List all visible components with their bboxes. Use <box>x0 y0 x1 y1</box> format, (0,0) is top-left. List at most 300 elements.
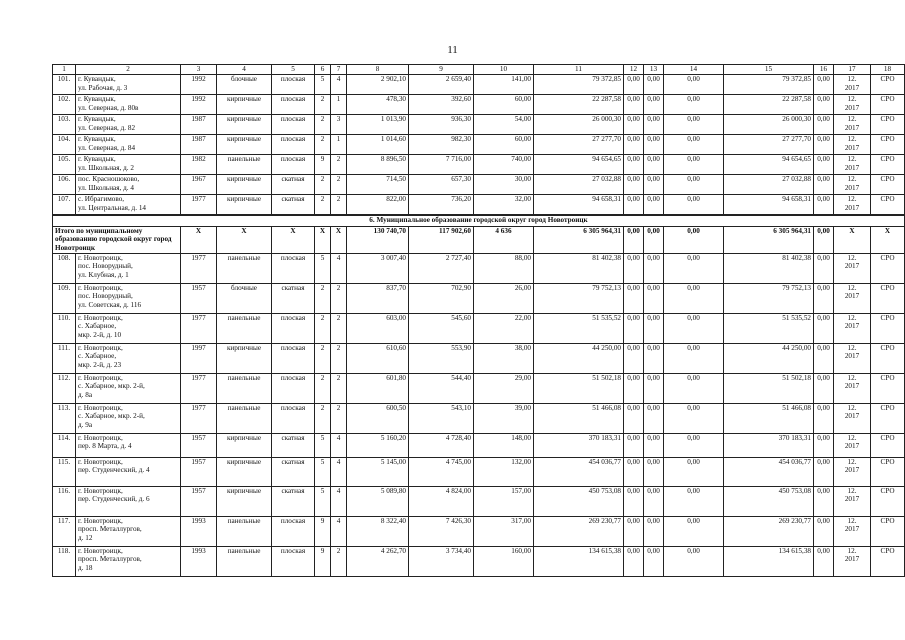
row-number-cell: 102. <box>53 95 76 115</box>
local-budget-cell: 0,00 <box>664 115 724 135</box>
floors-cell: 9 <box>315 546 331 576</box>
account-method-cell: СРО <box>871 283 905 313</box>
unit-cost-cell: 0,00 <box>814 516 834 546</box>
total-area-cell: 837,70 <box>347 283 409 313</box>
roof-type-cell: плоская <box>272 253 315 283</box>
address-cell <box>76 403 181 433</box>
account-method-cell: СРО <box>871 457 905 486</box>
account-method-cell: СРО <box>871 115 905 135</box>
nonresidential-area-cell: 148,00 <box>474 433 534 457</box>
commission-year-cell: 1992 <box>181 95 217 115</box>
budget-cell: 0,00 <box>644 433 664 457</box>
commission-year-cell: 1982 <box>181 155 217 175</box>
unit-cost-cell: 0,00 <box>814 155 834 175</box>
account-method-cell: СРО <box>871 403 905 433</box>
address-line: просп. Металлургов, <box>78 555 142 564</box>
row-number-cell: 103. <box>53 115 76 135</box>
row-number-cell: 112. <box>53 373 76 403</box>
address-line: г. Новотроицк, <box>78 343 123 352</box>
address-line: с. Хабарное, мкр. 2-й, <box>78 412 145 421</box>
address-cell <box>76 283 181 313</box>
address-line: д. 18 <box>78 563 93 572</box>
deadline-part: 2017 <box>844 183 860 192</box>
owners-funds-cell: 81 402,38 <box>724 253 814 283</box>
deadline-part: 12. <box>847 433 857 442</box>
address-line: ул. Северная, д. 84 <box>78 143 136 152</box>
address-line: пос. Новорудный, <box>78 292 133 301</box>
deadline-part: 2017 <box>844 442 860 451</box>
column-number-cell: 1 <box>53 65 76 75</box>
entrances-cell: 2 <box>331 155 347 175</box>
living-area-cell: 736,20 <box>409 195 474 215</box>
floors-cell: 2 <box>315 283 331 313</box>
row-number-cell: 117. <box>53 516 76 546</box>
address-line: г. Новотроицк, <box>78 516 123 525</box>
floors-cell: 2 <box>315 135 331 155</box>
total-budget-sum: 0,00 <box>644 226 664 253</box>
total-area-cell: 8 896,50 <box>347 155 409 175</box>
commission-year-cell: 1993 <box>181 546 217 576</box>
row-number-cell: 109. <box>53 283 76 313</box>
deadline-cell <box>834 75 871 95</box>
column-number-cell: 17 <box>834 65 871 75</box>
total-cost-cell: 51 502,18 <box>534 373 624 403</box>
nonresidential-area-cell: 157,00 <box>474 486 534 516</box>
entrances-cell: 1 <box>331 95 347 115</box>
address-line: г. Кувандык, <box>78 115 116 123</box>
commission-year-cell: 1992 <box>181 75 217 95</box>
wall-material-cell: панельные <box>217 313 272 343</box>
owners-funds-cell: 51 535,52 <box>724 313 814 343</box>
deadline-cell <box>834 457 871 486</box>
account-method-cell: СРО <box>871 155 905 175</box>
living-area-cell: 982,30 <box>409 135 474 155</box>
deadline-part: 12. <box>847 486 857 495</box>
deadline-part: 2017 <box>844 466 860 475</box>
wall-material-cell: кирпичные <box>217 433 272 457</box>
unit-cost-cell: 0,00 <box>814 115 834 135</box>
total-nonresidential-sum: 4 636 <box>474 226 534 253</box>
deadline-part: 2017 <box>844 123 860 132</box>
table-row <box>53 343 905 373</box>
deadline-cell <box>834 546 871 576</box>
total-cost-cell: 79 752,13 <box>534 283 624 313</box>
nonresidential-area-cell: 317,00 <box>474 516 534 546</box>
roof-type-cell: плоская <box>272 95 315 115</box>
fund-cell: 0,00 <box>624 403 644 433</box>
local-budget-cell: 0,00 <box>664 253 724 283</box>
deadline-part: 12. <box>847 546 857 555</box>
row-number-cell: 107. <box>53 195 76 215</box>
deadline-cell <box>834 516 871 546</box>
deadline-part: 2017 <box>844 495 860 504</box>
row-number-cell: 110. <box>53 313 76 343</box>
budget-cell: 0,00 <box>644 175 664 195</box>
nonresidential-area-cell: 29,00 <box>474 373 534 403</box>
total-x-cell: X <box>834 226 871 253</box>
commission-year-cell: 1977 <box>181 253 217 283</box>
budget-cell: 0,00 <box>644 457 664 486</box>
living-area-cell: 3 734,40 <box>409 546 474 576</box>
roof-type-cell: плоская <box>272 75 315 95</box>
deadline-cell <box>834 433 871 457</box>
total-area-cell: 610,60 <box>347 343 409 373</box>
commission-year-cell: 1993 <box>181 516 217 546</box>
total-area-cell: 1 013,90 <box>347 115 409 135</box>
deadline-part: 12. <box>847 283 857 292</box>
address-line: с. Хабарное, мкр. 2-й, <box>78 382 145 391</box>
address-line: г. Новотроицк, <box>78 486 123 495</box>
deadline-cell <box>834 343 871 373</box>
column-number-cell: 7 <box>331 65 347 75</box>
local-budget-cell: 0,00 <box>664 373 724 403</box>
nonresidential-area-cell: 141,00 <box>474 75 534 95</box>
account-method-cell: СРО <box>871 195 905 215</box>
entrances-cell: 4 <box>331 486 347 516</box>
living-area-cell: 702,90 <box>409 283 474 313</box>
roof-type-cell: плоская <box>272 546 315 576</box>
roof-type-cell: плоская <box>272 516 315 546</box>
deadline-part: 12. <box>847 75 857 83</box>
nonresidential-area-cell: 60,00 <box>474 135 534 155</box>
address-line: г. Кувандык, <box>78 155 116 163</box>
deadline-cell <box>834 283 871 313</box>
total-cost-cell: 26 000,30 <box>534 115 624 135</box>
total-area-cell: 8 322,40 <box>347 516 409 546</box>
table-row <box>53 457 905 486</box>
unit-cost-cell: 0,00 <box>814 195 834 215</box>
fund-cell: 0,00 <box>624 343 644 373</box>
owners-funds-cell: 370 183,31 <box>724 433 814 457</box>
entrances-cell: 3 <box>331 115 347 135</box>
page-number: 11 <box>447 44 458 56</box>
nonresidential-area-cell: 26,00 <box>474 283 534 313</box>
row-number-cell: 113. <box>53 403 76 433</box>
address-line: г. Новотроицк, <box>78 313 123 322</box>
table-row <box>53 373 905 403</box>
budget-cell: 0,00 <box>644 115 664 135</box>
commission-year-cell: 1987 <box>181 135 217 155</box>
owners-funds-cell: 79 752,13 <box>724 283 814 313</box>
roof-type-cell: плоская <box>272 403 315 433</box>
nonresidential-area-cell: 30,00 <box>474 175 534 195</box>
unit-cost-cell: 0,00 <box>814 175 834 195</box>
deadline-part: 12. <box>847 135 857 143</box>
address-line: с. Хабарное, <box>78 352 117 361</box>
living-area-cell: 7 426,30 <box>409 516 474 546</box>
column-number-cell: 11 <box>534 65 624 75</box>
living-area-cell: 4 728,40 <box>409 433 474 457</box>
table-row <box>53 95 905 115</box>
address-cell <box>76 486 181 516</box>
fund-cell: 0,00 <box>624 135 644 155</box>
wall-material-cell: кирпичные <box>217 343 272 373</box>
address-line: г. Кувандык, <box>78 135 116 143</box>
commission-year-cell: 1957 <box>181 283 217 313</box>
table-row <box>53 195 905 215</box>
address-line: ул. Северная, д. 80в <box>78 103 139 112</box>
wall-material-cell: кирпичные <box>217 135 272 155</box>
unit-cost-cell: 0,00 <box>814 546 834 576</box>
total-area-cell: 1 014,60 <box>347 135 409 155</box>
account-method-cell: СРО <box>871 175 905 195</box>
floors-cell: 2 <box>315 195 331 215</box>
budget-cell: 0,00 <box>644 313 664 343</box>
address-line: г. Новотроицк, <box>78 457 123 466</box>
commission-year-cell: 1957 <box>181 433 217 457</box>
floors-cell: 2 <box>315 373 331 403</box>
deadline-cell <box>834 313 871 343</box>
floors-cell: 2 <box>315 403 331 433</box>
housing-register-table <box>52 64 905 577</box>
owners-funds-cell: 51 502,18 <box>724 373 814 403</box>
table-row <box>53 115 905 135</box>
unit-cost-cell: 0,00 <box>814 403 834 433</box>
address-line: д. 9а <box>78 420 93 429</box>
address-line: д. 8а <box>78 390 93 399</box>
deadline-cell <box>834 253 871 283</box>
owners-funds-cell: 450 753,08 <box>724 486 814 516</box>
budget-cell: 0,00 <box>644 75 664 95</box>
deadline-part: 2017 <box>844 525 860 534</box>
nonresidential-area-cell: 22,00 <box>474 313 534 343</box>
budget-cell: 0,00 <box>644 373 664 403</box>
row-number-cell: 116. <box>53 486 76 516</box>
commission-year-cell: 1977 <box>181 313 217 343</box>
budget-cell: 0,00 <box>644 95 664 115</box>
address-line: г. Новотроицк, <box>78 403 123 412</box>
address-line: ул. Советская, д. 116 <box>78 300 142 309</box>
total-cost-cell: 450 753,08 <box>534 486 624 516</box>
living-area-cell: 4 824,00 <box>409 486 474 516</box>
total-x-cell: X <box>315 226 331 253</box>
address-cell <box>76 135 181 155</box>
deadline-part: 12. <box>847 195 857 203</box>
entrances-cell: 2 <box>331 283 347 313</box>
column-number-cell: 5 <box>272 65 315 75</box>
table-row <box>53 433 905 457</box>
budget-cell: 0,00 <box>644 343 664 373</box>
account-method-cell: СРО <box>871 135 905 155</box>
row-number-cell: 106. <box>53 175 76 195</box>
budget-cell: 0,00 <box>644 546 664 576</box>
address-line: пос. Красношоково, <box>78 175 140 183</box>
commission-year-cell: 1987 <box>181 115 217 135</box>
wall-material-cell: кирпичные <box>217 95 272 115</box>
total-cost-cell: 134 615,38 <box>534 546 624 576</box>
fund-cell: 0,00 <box>624 546 644 576</box>
total-area-cell: 5 089,80 <box>347 486 409 516</box>
nonresidential-area-cell: 38,00 <box>474 343 534 373</box>
row-number-cell: 105. <box>53 155 76 175</box>
total-cost-cell: 81 402,38 <box>534 253 624 283</box>
roof-type-cell: скатная <box>272 457 315 486</box>
total-cost-cell: 269 230,77 <box>534 516 624 546</box>
unit-cost-cell: 0,00 <box>814 135 834 155</box>
column-number-cell: 12 <box>624 65 644 75</box>
total-cost-cell: 27 277,70 <box>534 135 624 155</box>
total-cost-cell: 370 183,31 <box>534 433 624 457</box>
total-row <box>53 226 905 253</box>
fund-cell: 0,00 <box>624 486 644 516</box>
account-method-cell: СРО <box>871 373 905 403</box>
total-fund-sum: 0,00 <box>624 226 644 253</box>
deadline-part: 2017 <box>844 292 860 301</box>
owners-funds-cell: 27 032,88 <box>724 175 814 195</box>
living-area-cell: 2 659,40 <box>409 75 474 95</box>
address-line: пер. Студенческий, д. 6 <box>78 495 150 504</box>
local-budget-cell: 0,00 <box>664 546 724 576</box>
budget-cell: 0,00 <box>644 135 664 155</box>
living-area-cell: 936,30 <box>409 115 474 135</box>
entrances-cell: 2 <box>331 175 347 195</box>
column-number-cell: 4 <box>217 65 272 75</box>
owners-funds-cell: 44 250,00 <box>724 343 814 373</box>
total-cost-cell: 51 535,52 <box>534 313 624 343</box>
address-line: мкр. 2-й, д. 10 <box>78 330 122 339</box>
floors-cell: 2 <box>315 115 331 135</box>
table-row <box>53 283 905 313</box>
total-cost-cell: 44 250,00 <box>534 343 624 373</box>
deadline-part: 12. <box>847 403 857 412</box>
floors-cell: 2 <box>315 175 331 195</box>
nonresidential-area-cell: 54,00 <box>474 115 534 135</box>
address-line: г. Новотроицк, <box>78 546 123 555</box>
address-line: ул. Школьная, д. 2 <box>78 163 134 172</box>
column-number-row <box>53 65 905 75</box>
roof-type-cell: плоская <box>272 115 315 135</box>
deadline-cell <box>834 135 871 155</box>
table-row <box>53 175 905 195</box>
fund-cell: 0,00 <box>624 313 644 343</box>
living-area-cell: 392,60 <box>409 95 474 115</box>
entrances-cell: 4 <box>331 516 347 546</box>
deadline-cell <box>834 195 871 215</box>
budget-cell: 0,00 <box>644 195 664 215</box>
unit-cost-cell: 0,00 <box>814 486 834 516</box>
roof-type-cell: плоская <box>272 373 315 403</box>
deadline-cell <box>834 373 871 403</box>
roof-type-cell: скатная <box>272 175 315 195</box>
row-number-cell: 111. <box>53 343 76 373</box>
local-budget-cell: 0,00 <box>664 457 724 486</box>
commission-year-cell: 1957 <box>181 486 217 516</box>
deadline-part: 2017 <box>844 555 860 564</box>
nonresidential-area-cell: 88,00 <box>474 253 534 283</box>
column-number-cell: 13 <box>644 65 664 75</box>
total-local-budget-sum: 0,00 <box>664 226 724 253</box>
local-budget-cell: 0,00 <box>664 403 724 433</box>
local-budget-cell: 0,00 <box>664 433 724 457</box>
address-line: пос. Новорудный, <box>78 262 133 271</box>
unit-cost-cell: 0,00 <box>814 313 834 343</box>
fund-cell: 0,00 <box>624 195 644 215</box>
column-number-cell: 6 <box>315 65 331 75</box>
floors-cell: 2 <box>315 313 331 343</box>
column-number-cell: 14 <box>664 65 724 75</box>
address-line: г. Кувандык, <box>78 95 116 103</box>
local-budget-cell: 0,00 <box>664 195 724 215</box>
total-x-cell: X <box>217 226 272 253</box>
row-number-cell: 108. <box>53 253 76 283</box>
roof-type-cell: скатная <box>272 283 315 313</box>
deadline-part: 12. <box>847 115 857 123</box>
deadline-part: 2017 <box>844 163 860 172</box>
deadline-part: 12. <box>847 175 857 183</box>
total-x-cell: X <box>272 226 315 253</box>
roof-type-cell: плоская <box>272 313 315 343</box>
wall-material-cell: кирпичные <box>217 195 272 215</box>
total-area-cell: 822,00 <box>347 195 409 215</box>
budget-cell: 0,00 <box>644 516 664 546</box>
wall-material-cell: панельные <box>217 373 272 403</box>
floors-cell: 9 <box>315 516 331 546</box>
living-area-cell: 657,30 <box>409 175 474 195</box>
living-area-cell: 553,90 <box>409 343 474 373</box>
address-cell <box>76 433 181 457</box>
owners-funds-cell: 269 230,77 <box>724 516 814 546</box>
total-cost-cell: 22 287,58 <box>534 95 624 115</box>
column-number-cell: 18 <box>871 65 905 75</box>
fund-cell: 0,00 <box>624 516 644 546</box>
account-method-cell: СРО <box>871 95 905 115</box>
total-area-cell: 2 902,10 <box>347 75 409 95</box>
total-area-cell: 714,50 <box>347 175 409 195</box>
address-cell <box>76 313 181 343</box>
address-cell <box>76 195 181 215</box>
address-line: мкр. 2-й, д. 23 <box>78 360 122 369</box>
living-area-cell: 7 716,00 <box>409 155 474 175</box>
row-number-cell: 118. <box>53 546 76 576</box>
address-cell <box>76 253 181 283</box>
local-budget-cell: 0,00 <box>664 95 724 115</box>
table-row <box>53 403 905 433</box>
deadline-cell <box>834 155 871 175</box>
total-label: Итого по муниципальному образованию городской округ город Новотроицк <box>53 226 181 253</box>
unit-cost-cell: 0,00 <box>814 75 834 95</box>
total-cost-cell: 27 032,88 <box>534 175 624 195</box>
commission-year-cell: 1977 <box>181 373 217 403</box>
address-cell <box>76 155 181 175</box>
row-number-cell: 104. <box>53 135 76 155</box>
account-method-cell: СРО <box>871 433 905 457</box>
table-row <box>53 516 905 546</box>
row-number-cell: 101. <box>53 75 76 95</box>
address-line: ул. Центральная, д. 14 <box>78 203 147 212</box>
wall-material-cell: кирпичные <box>217 115 272 135</box>
total-area-sum: 130 740,70 <box>347 226 409 253</box>
roof-type-cell: скатная <box>272 195 315 215</box>
table-row <box>53 486 905 516</box>
account-method-cell: СРО <box>871 516 905 546</box>
floors-cell: 9 <box>315 155 331 175</box>
total-x-cell: X <box>331 226 347 253</box>
fund-cell: 0,00 <box>624 175 644 195</box>
deadline-cell <box>834 95 871 115</box>
fund-cell: 0,00 <box>624 155 644 175</box>
entrances-cell: 4 <box>331 457 347 486</box>
deadline-part: 12. <box>847 253 857 262</box>
wall-material-cell: панельные <box>217 546 272 576</box>
nonresidential-area-cell: 32,00 <box>474 195 534 215</box>
table-row <box>53 313 905 343</box>
roof-type-cell: скатная <box>272 433 315 457</box>
fund-cell: 0,00 <box>624 283 644 313</box>
column-number-cell: 15 <box>724 65 814 75</box>
commission-year-cell: 1977 <box>181 195 217 215</box>
unit-cost-cell: 0,00 <box>814 95 834 115</box>
budget-cell: 0,00 <box>644 283 664 313</box>
